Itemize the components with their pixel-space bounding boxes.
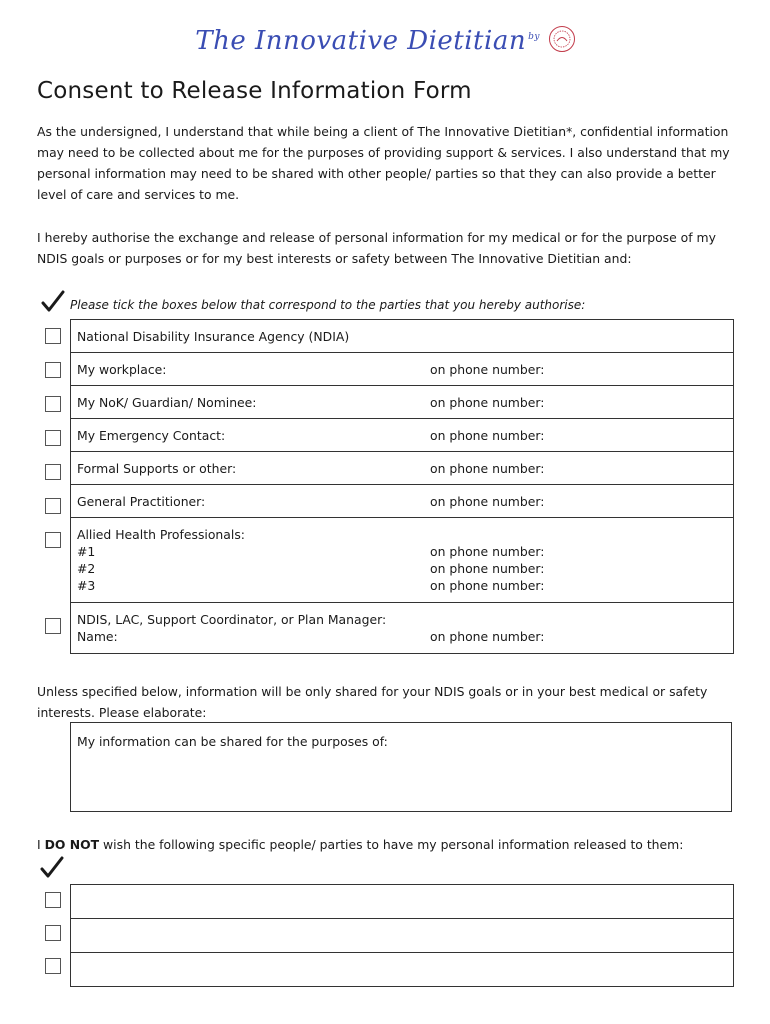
- party-cell[interactable]: [71, 485, 734, 518]
- purpose-intro: Unless specified below, information will be only shared for your NDIS goals or in your best medical or safety interests. Please elaborate:: [37, 684, 708, 720]
- do-not-bold: DO NOT: [44, 837, 100, 852]
- party-line: [77, 493, 727, 510]
- table-row: [71, 320, 734, 353]
- party-label: My NoK/ Guardian/ Nominee:: [77, 395, 257, 410]
- party-checkbox[interactable]: [45, 618, 61, 634]
- phone-label: on phone number:: [430, 428, 545, 443]
- party-label: Name:: [77, 629, 118, 644]
- party-cell[interactable]: [71, 419, 734, 452]
- do-not-input[interactable]: [71, 885, 734, 919]
- do-not-input[interactable]: [71, 919, 734, 953]
- do-not-row: [71, 953, 734, 987]
- table-row: [71, 419, 734, 452]
- do-not-checkbox[interactable]: [45, 892, 61, 908]
- party-label: General Practitioner:: [77, 494, 206, 509]
- phone-label: on phone number:: [430, 395, 545, 410]
- phone-label: on phone number:: [430, 362, 545, 377]
- party-checkbox[interactable]: [45, 430, 61, 446]
- party-label: #1: [77, 544, 96, 559]
- instruction-line: [37, 290, 737, 316]
- party-checkbox[interactable]: [45, 498, 61, 514]
- do-not-statement: [37, 834, 737, 855]
- party-line: [77, 560, 727, 577]
- do-not-checkbox[interactable]: [45, 925, 61, 941]
- party-checkbox[interactable]: [45, 396, 61, 412]
- table-row: [71, 353, 734, 386]
- do-not-checkbox[interactable]: [45, 958, 61, 974]
- phone-label: on phone number:: [430, 461, 545, 476]
- party-cell[interactable]: [71, 603, 734, 654]
- party-checkbox[interactable]: [45, 328, 61, 344]
- party-checkbox[interactable]: [45, 362, 61, 378]
- party-line: [77, 611, 727, 628]
- table-row: [71, 452, 734, 485]
- do-not-suffix: wish the following specific people/ parties to have my personal information released to them:: [99, 837, 684, 852]
- party-line: [77, 328, 727, 345]
- party-label: My workplace:: [77, 362, 167, 377]
- party-line: [77, 628, 727, 645]
- party-line: [77, 394, 727, 411]
- party-label: Allied Health Professionals:: [77, 527, 245, 542]
- party-cell[interactable]: [71, 518, 734, 603]
- party-label: National Disability Insurance Agency (NDIA): [77, 329, 350, 344]
- party-checkbox[interactable]: [45, 532, 61, 548]
- intro-paragraph: As the undersigned, I understand that while being a client of The Innovative Dietitian*, confidential information may need to be collected about me for the purposes of providing support & services. I also understand that my personal information may need to be shared with other people/ parties so that they can also provide a better level of care and services to me.: [37, 124, 730, 202]
- authorise-paragraph: I hereby authorise the exchange and release of personal information for my medical or for the purpose of my NDIS goals or purposes or for my best interests or safety between The Innovative Dietitian and:: [37, 230, 716, 266]
- party-label: #2: [77, 561, 96, 576]
- purpose-box-label: My information can be shared for the purposes of:: [77, 734, 388, 749]
- party-cell[interactable]: [71, 386, 734, 419]
- party-cell[interactable]: [71, 452, 734, 485]
- table-row: [71, 603, 734, 654]
- party-line: [77, 526, 727, 543]
- do-not-row: [71, 919, 734, 953]
- party-label: NDIS, LAC, Support Coordinator, or Plan Manager:: [77, 612, 387, 627]
- party-line: [77, 577, 727, 594]
- do-not-table: [70, 884, 734, 987]
- party-cell[interactable]: [71, 320, 734, 353]
- purpose-textarea[interactable]: [70, 722, 732, 812]
- checkmark-icon: [40, 856, 64, 878]
- do-not-input[interactable]: [71, 953, 734, 987]
- checkmark-icon: [41, 290, 65, 312]
- phone-label: on phone number:: [430, 578, 545, 593]
- party-checkbox[interactable]: [45, 464, 61, 480]
- instruction-text: Please tick the boxes below that correspond to the parties that you hereby authorise:: [70, 298, 586, 312]
- phone-label: on phone number:: [430, 494, 545, 509]
- parties-table: [70, 319, 734, 654]
- party-label: #3: [77, 578, 96, 593]
- party-cell[interactable]: [71, 353, 734, 386]
- party-line: [77, 427, 727, 444]
- party-line: [77, 460, 727, 477]
- phone-label: on phone number:: [430, 629, 545, 644]
- phone-label: on phone number:: [430, 561, 545, 576]
- seal-icon: [549, 26, 575, 52]
- logo-by: by: [528, 32, 540, 43]
- do-not-row: [71, 885, 734, 919]
- party-label: Formal Supports or other:: [77, 461, 237, 476]
- logo-text: The Innovative Dietitian: [195, 26, 527, 56]
- logo: [0, 26, 770, 56]
- do-not-prefix: I: [37, 837, 45, 852]
- party-label: My Emergency Contact:: [77, 428, 226, 443]
- party-line: [77, 361, 727, 378]
- page-title: Consent to Release Information Form: [37, 78, 472, 104]
- table-row: [71, 485, 734, 518]
- party-line: [77, 543, 727, 560]
- phone-label: on phone number:: [430, 544, 545, 559]
- table-row: [71, 386, 734, 419]
- table-row: [71, 518, 734, 603]
